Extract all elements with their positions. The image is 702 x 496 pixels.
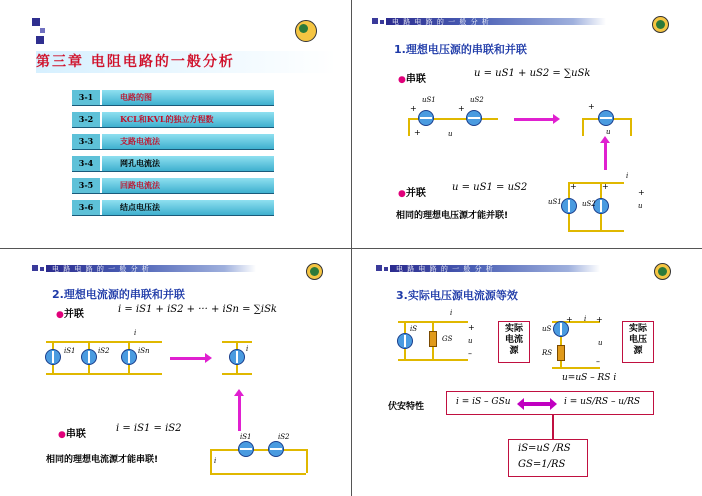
menu-item-number: 3-2 bbox=[72, 112, 100, 127]
u-label: u bbox=[448, 130, 453, 138]
slide-2[interactable] bbox=[352, 0, 702, 248]
us1-label: uS1 bbox=[422, 96, 436, 104]
menu-item-label: 回路电流法 bbox=[102, 178, 274, 193]
transform-arrow bbox=[604, 142, 607, 170]
is2-label: iS2 bbox=[98, 347, 110, 355]
parallel-label: ●并联 bbox=[56, 309, 84, 320]
menu-item-label: KCL和KVL的独立方程数 bbox=[102, 112, 274, 127]
header-text: 电 路 电 路 的 一 般 分 析 bbox=[52, 265, 150, 273]
equivalence-arrow bbox=[524, 402, 550, 406]
university-logo-icon bbox=[652, 16, 669, 33]
resistor-icon bbox=[429, 331, 437, 347]
i-label: i bbox=[584, 315, 587, 323]
menu-item-3-4[interactable] bbox=[72, 156, 274, 172]
header-square-icon bbox=[36, 36, 44, 44]
us2-label: uS2 bbox=[582, 200, 596, 208]
wire bbox=[306, 449, 308, 473]
resistor-icon bbox=[557, 345, 565, 361]
is-label: iS bbox=[410, 325, 418, 333]
note-text: 相同的理想电流源才能串联! bbox=[46, 455, 159, 465]
parallel-formula: i = iS1 + iS2 + ··· + iSn = ∑iSk bbox=[118, 304, 277, 315]
u-label: u bbox=[606, 128, 611, 136]
slide-3[interactable] bbox=[0, 249, 351, 496]
is2-label: iS2 bbox=[278, 433, 290, 441]
series-label: ●串联 bbox=[58, 429, 86, 440]
university-logo-icon bbox=[306, 263, 323, 280]
gs-label: GS bbox=[442, 335, 453, 343]
plus-sign: + bbox=[458, 104, 465, 113]
series-formula: u = uS1 + uS2 = ∑uSk bbox=[474, 68, 591, 79]
header-square-icon bbox=[32, 18, 40, 26]
menu-item-label: 支路电流法 bbox=[102, 134, 274, 149]
is1-label: iS1 bbox=[240, 433, 252, 441]
current-source-icon bbox=[397, 333, 413, 349]
va-characteristic-label: 伏安特性 bbox=[388, 402, 425, 412]
i-label: i bbox=[450, 309, 453, 317]
plus-sign: + bbox=[596, 315, 603, 324]
i-label: i bbox=[134, 329, 137, 337]
plus-sign: + bbox=[602, 182, 609, 191]
transform-arrow bbox=[238, 395, 241, 431]
voltage-equation: u=uS – RS i bbox=[562, 373, 617, 383]
header-square-icon bbox=[376, 265, 382, 271]
current-source-icon bbox=[238, 441, 254, 457]
menu-item-label: 网孔电流法 bbox=[102, 156, 274, 171]
current-source-icon bbox=[229, 349, 245, 365]
wire bbox=[552, 367, 600, 369]
bullet-icon: ● bbox=[398, 75, 406, 85]
wire bbox=[630, 118, 632, 136]
header-square-icon bbox=[40, 28, 45, 33]
menu-item-label: 结点电压法 bbox=[102, 200, 274, 215]
plus-sign: + bbox=[414, 128, 421, 137]
wire bbox=[210, 449, 212, 473]
wire bbox=[398, 359, 468, 361]
us-label: uS bbox=[542, 325, 552, 333]
equation-left: i = iS – GSu bbox=[456, 397, 511, 407]
wire bbox=[582, 118, 584, 136]
header-text: 电 路 电 路 的 一 般 分 析 bbox=[396, 265, 494, 273]
connector-line bbox=[552, 415, 554, 439]
menu-item-3-6[interactable] bbox=[72, 200, 274, 216]
callout-real-voltage-source: 实际 电压 源 bbox=[622, 321, 654, 363]
slide-title: 2.理想电流源的串联和并联 bbox=[52, 288, 185, 301]
wire bbox=[46, 373, 162, 375]
bullet-icon: ● bbox=[58, 430, 66, 440]
equation-right: i = uS/RS – u/RS bbox=[564, 397, 641, 407]
plus-sign: + bbox=[638, 188, 645, 197]
wire bbox=[46, 341, 162, 343]
menu-item-number: 3-6 bbox=[72, 200, 100, 215]
wire bbox=[222, 373, 252, 375]
parallel-label: ●并联 bbox=[398, 188, 426, 199]
university-logo-icon bbox=[654, 263, 671, 280]
u-label: u bbox=[598, 339, 603, 347]
us2-label: uS2 bbox=[470, 96, 484, 104]
isn-label: iSn bbox=[138, 347, 150, 355]
header-square-icon bbox=[32, 265, 38, 271]
current-source-icon bbox=[121, 349, 137, 365]
menu-item-3-5[interactable] bbox=[72, 178, 274, 194]
voltage-source-icon bbox=[598, 110, 614, 126]
wire bbox=[408, 118, 410, 136]
slide-title: 1.理想电压源的串联和并联 bbox=[394, 43, 527, 56]
menu-item-3-3[interactable] bbox=[72, 134, 274, 150]
slide-4[interactable] bbox=[352, 249, 702, 496]
i-label: i bbox=[246, 345, 249, 353]
i-label: i bbox=[626, 172, 629, 180]
menu-item-number: 3-4 bbox=[72, 156, 100, 171]
plus-sign: + bbox=[468, 323, 475, 332]
menu-item-number: 3-5 bbox=[72, 178, 100, 193]
note-text: 相同的理想电压源才能并联! bbox=[396, 211, 509, 221]
plus-sign: + bbox=[570, 182, 577, 191]
wire bbox=[210, 473, 306, 475]
rs-label: RS bbox=[542, 349, 553, 357]
is1-label: iS1 bbox=[64, 347, 76, 355]
menu-item-3-1[interactable] bbox=[72, 90, 274, 106]
voltage-source-icon bbox=[418, 110, 434, 126]
transform-arrow bbox=[170, 357, 206, 360]
plus-sign: + bbox=[410, 104, 417, 113]
voltage-source-icon bbox=[466, 110, 482, 126]
chapter-title: 第三章 电阻电路的一般分析 bbox=[36, 51, 336, 73]
voltage-source-icon bbox=[561, 198, 577, 214]
transform-arrow bbox=[514, 118, 554, 121]
header-square-icon bbox=[372, 18, 378, 24]
header-square-icon bbox=[40, 267, 44, 271]
bullet-icon: ● bbox=[398, 189, 406, 199]
u-label: u bbox=[468, 337, 473, 345]
current-source-icon bbox=[45, 349, 61, 365]
header-square-icon bbox=[384, 267, 388, 271]
current-source-icon bbox=[268, 441, 284, 457]
university-logo-icon bbox=[295, 20, 317, 42]
us1-label: uS1 bbox=[548, 198, 562, 206]
slide-1[interactable] bbox=[0, 0, 351, 248]
menu-item-label: 电路的图 bbox=[102, 90, 274, 105]
result-gs: GS=1/RS bbox=[518, 459, 566, 470]
minus-sign: – bbox=[468, 349, 472, 358]
i-label: i bbox=[214, 457, 217, 465]
parallel-formula: u = uS1 = uS2 bbox=[452, 182, 528, 193]
series-formula: i = iS1 = iS2 bbox=[116, 423, 182, 434]
u-label: u bbox=[638, 202, 643, 210]
menu-item-3-2[interactable] bbox=[72, 112, 274, 128]
bullet-icon: ● bbox=[56, 310, 64, 320]
header-text: 电 路 电 路 的 一 般 分 析 bbox=[392, 18, 490, 26]
menu-item-number: 3-3 bbox=[72, 134, 100, 149]
plus-sign: + bbox=[566, 315, 573, 324]
header-square-icon bbox=[380, 20, 384, 24]
result-is: iS=uS /RS bbox=[518, 443, 571, 454]
menu-item-number: 3-1 bbox=[72, 90, 100, 105]
wire bbox=[210, 449, 306, 451]
series-label: ●串联 bbox=[398, 74, 426, 85]
slide-title: 3.实际电压源电流源等效 bbox=[396, 289, 518, 302]
callout-real-current-source: 实际 电流 源 bbox=[498, 321, 530, 363]
current-source-icon bbox=[81, 349, 97, 365]
minus-sign: – bbox=[596, 357, 600, 366]
plus-sign: + bbox=[588, 102, 595, 111]
wire bbox=[568, 230, 624, 232]
